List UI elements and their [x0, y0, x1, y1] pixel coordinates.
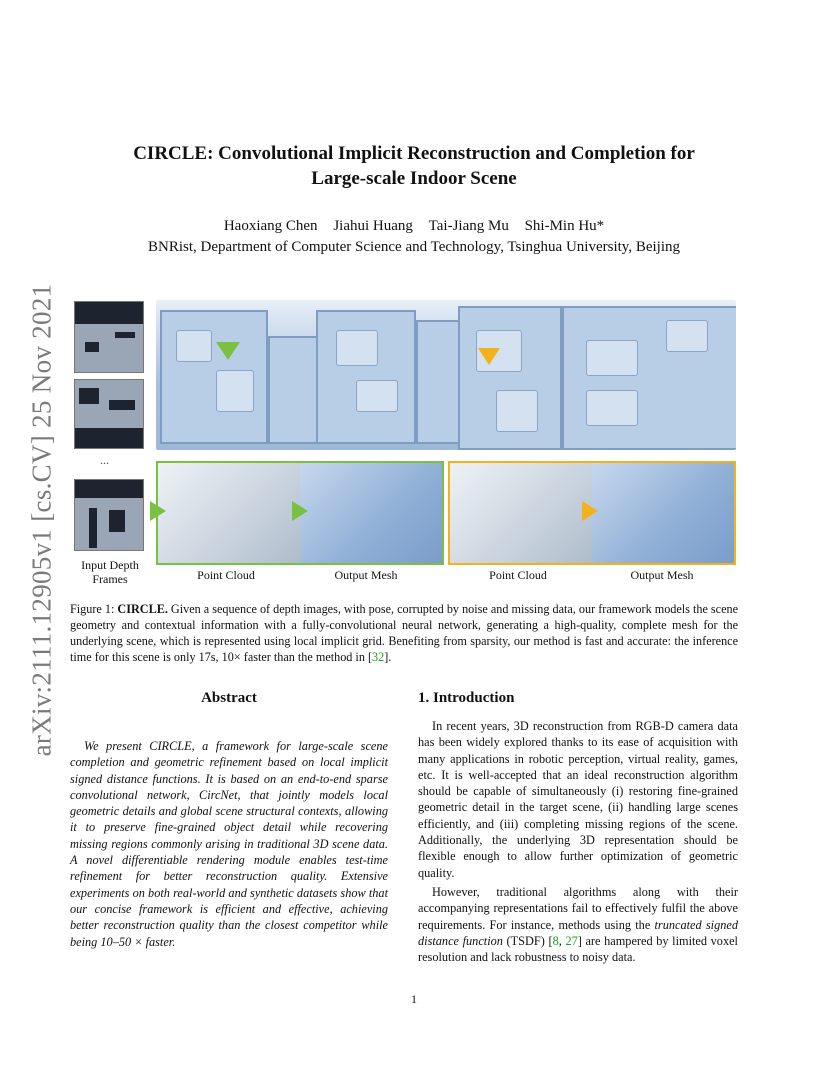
depth-frame-image — [74, 479, 144, 551]
point-cloud-image — [450, 463, 592, 563]
paper-title — [0, 141, 828, 191]
camera-marker-green — [216, 342, 240, 360]
intro-text: (TSDF) [ — [502, 933, 553, 948]
citation-link[interactable]: 27 — [565, 933, 578, 948]
figure-label: Point Cloud — [197, 568, 255, 582]
output-mesh-image — [592, 463, 734, 563]
caption-text-end: ]. — [384, 650, 392, 664]
depth-frame-image — [74, 301, 144, 373]
arxiv-stamp — [22, 280, 62, 760]
title-line-2: Large-scale Indoor Scene — [311, 168, 517, 189]
arxiv-id: arXiv:2111.12905v1 [cs.CV] 25 Nov 2021 — [26, 283, 57, 757]
abstract-body: We present CIRCLE, a framework for large-scale scene completion and geometric refinement based on local implicit signed distance functions. It is based on an end-to-end sparse convolutional network, CircNet, that jointly models local geometric details and global scene structural contexts, allowing it to preserve fine-grained object detail while recovering missing regions commonly arising in traditional 3D scene data. A novel differentiable rendering module enables test-time refinement for better reconstruction quality. Extensive experiments on both real-world and synthetic datasets show that our concise framework is efficient and effective, achieving better reconstruction quality than the closest competitor while being 10–50 × faster. — [70, 739, 388, 949]
intro-paragraph-1: In recent years, 3D reconstruction from RGB-D camera data has been widely explored thanks to its ease of acquisition with many applications in robotic perception, virtual reality, games, etc. It is well-accepted that an ideal reconstruction algorithm should be capable of simultaneously (i) restoring fine-grained geometric detail in the target scene, (ii) handling large scenes efficiently, and (iii) completing missing regions of the scene. Additionally, the underlying 3D representation should be flexible enough to allow further optimization of geometric quality. — [418, 719, 738, 880]
camera-marker-orange — [478, 348, 500, 365]
author: Haoxiang Chen — [223, 218, 318, 234]
title-line-1: CIRCLE: Convolutional Implicit Reconstruction and Completion for — [133, 143, 695, 164]
page-number: 1 — [411, 992, 417, 1006]
caption-bold: CIRCLE. — [117, 602, 168, 616]
ellipsis: ... — [100, 453, 109, 467]
arrow-icon — [582, 501, 598, 521]
intro-emphasis: truncated signed distance function — [418, 917, 738, 948]
depth-frame-image — [74, 379, 144, 449]
intro-text: ] are hampered by limited voxel resolution and lack robustness to noisy data. — [418, 933, 738, 965]
figure-caption — [70, 601, 738, 665]
author: Shi-Min Hu* — [524, 218, 605, 234]
author: Jiahui Huang — [333, 218, 413, 234]
figure-label: Output Mesh — [334, 568, 398, 582]
output-mesh-image — [300, 463, 442, 563]
scene-mesh-image — [156, 300, 736, 450]
intro-text: , — [558, 933, 566, 948]
author-list — [0, 218, 828, 235]
arrow-icon — [292, 501, 308, 521]
figure-1 — [70, 295, 738, 593]
citation-link[interactable]: 32 — [372, 650, 385, 664]
point-cloud-image — [158, 463, 300, 563]
intro-text: However, traditional algorithms along with their accompanying representations fail to effectively fulfil the above requirements. For instance, methods using the — [418, 885, 738, 932]
arrow-icon — [150, 501, 166, 521]
intro-heading: 1. Introduction — [418, 690, 515, 706]
input-depth-label: Input Depth Frames — [81, 558, 139, 586]
intro-paragraph-2 — [418, 884, 738, 965]
figure-label: Point Cloud — [489, 568, 547, 582]
citation-link[interactable]: 8 — [552, 933, 559, 948]
caption-text: Given a sequence of depth images, with pose, corrupted by noise and missing data, our framework models the scene geometry and contextual information with a fully-convolutional neural network, generating a high-quality, complete mesh for the underlying scene, which is represented using local implicit grid. Benefiting from sparsity, our method is fast and accurate: the inference time for this scene is only 17s, 10× faster than the method in [ — [70, 602, 738, 664]
author: Tai-Jiang Mu — [428, 218, 509, 234]
figure-label: Output Mesh — [630, 568, 694, 582]
affiliation: BNRist, Department of Computer Science and Technology, Tsinghua University, Beijing — [148, 239, 680, 255]
abstract-heading: Abstract — [201, 690, 257, 706]
caption-lead: Figure 1: — [70, 602, 118, 616]
